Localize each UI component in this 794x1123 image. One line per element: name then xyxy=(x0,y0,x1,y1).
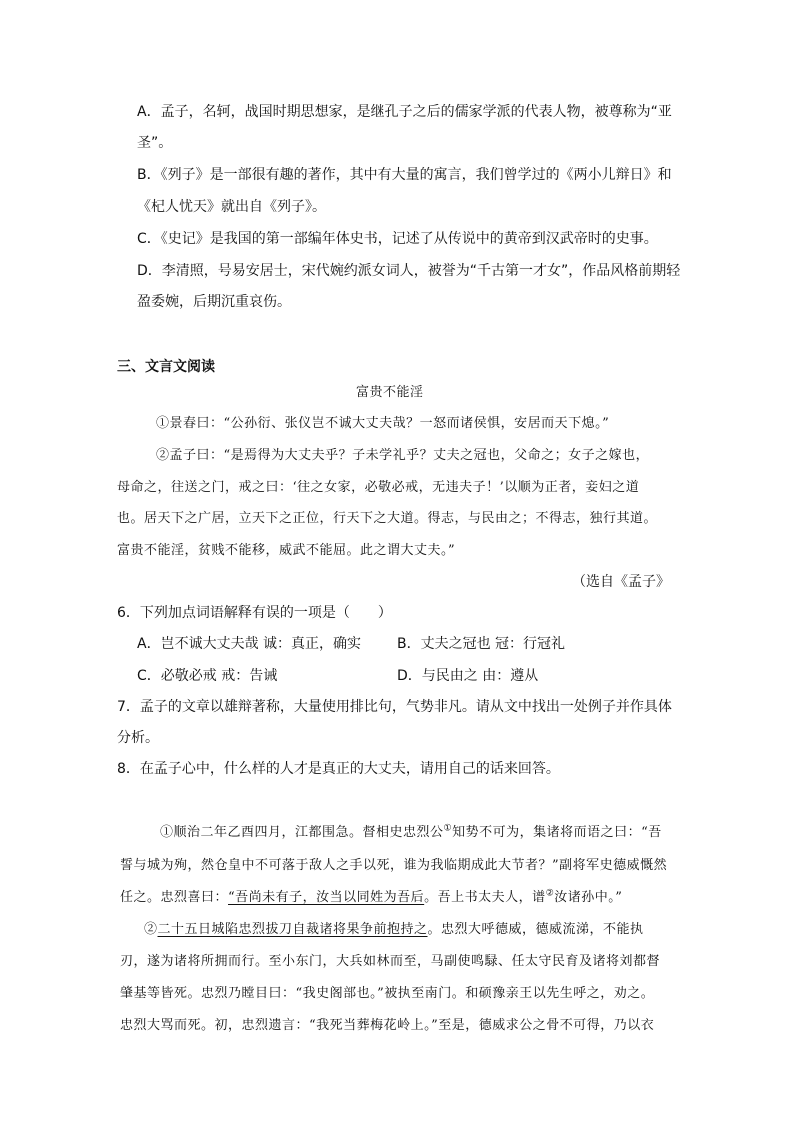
passage2-line-1-text-a: ①顺治二年乙酉四月，江都围急。督相史忠烈公 xyxy=(160,825,444,840)
option-d-line-2: 盈委婉，后期沉重哀伤。 xyxy=(137,294,291,310)
question-6: 6．下列加点词语解释有误的一项是（ ） xyxy=(117,605,392,621)
footnote-marker-1: ① xyxy=(443,823,453,834)
option-a-line-2: 圣”。 xyxy=(137,135,173,151)
passage2-line-1 xyxy=(160,823,662,843)
question-7-line-2: 分析。 xyxy=(117,730,159,746)
footnote-marker-2: ② xyxy=(545,888,555,899)
question-6-option-d: D．与民由之 由：遵从 xyxy=(397,668,539,684)
passage2-line-4-text-a: ② xyxy=(144,922,158,937)
underlined-sentence-2: 二十五日城陷忠烈拔刀自裁诸将果争前抱持之 xyxy=(157,922,428,937)
passage-paragraph-1: ①景春曰：“公孙衍、张仪岂不诚大丈夫哉？一怒而诸侯惧，安居而天下熄。” xyxy=(156,416,610,431)
option-d-line-1: D．李清照，号易安居士，宋代婉约派女词人，被誉为“千古第一才女”，作品风格前期轻 xyxy=(137,263,681,279)
question-8: 8．在孟子心中，什么样的人才是真正的大丈夫，请用自己的话来回答。 xyxy=(117,761,560,777)
option-a-line-1: A．孟子，名轲，战国时期思想家，是继孔子之后的儒家学派的代表人物，被尊称为“亚 xyxy=(137,104,672,120)
option-c-line-1: C．《史记》是我国的第一部编年体史书，记述了从传说中的黄帝到汉武帝时的史事。 xyxy=(137,231,658,247)
passage-paragraph-2-line-3: 也。居天下之广居，立天下之正位，行天下之大道。得志，与民由之；不得志，独行其道。 xyxy=(117,511,658,526)
option-b-line-1: B．《列子》是一部很有趣的著作，其中有大量的寓言，我们曾学过的《两小儿辩日》和 xyxy=(137,167,672,183)
passage2-line-7: 忠烈大骂而死。初，忠烈遗言：“我死当葬梅花岭上。”至是，德威求公之骨不可得，乃以衣 xyxy=(120,1018,655,1033)
passage2-line-3 xyxy=(120,888,622,908)
passage2-line-3-text-c: 汝诸孙中。” xyxy=(554,890,623,905)
passage-paragraph-2-line-1: ②孟子曰：“是焉得为大丈夫乎？子未学礼乎？丈夫之冠也，父命之；女子之嫁也， xyxy=(156,448,650,463)
question-6-option-b: B．丈夫之冠也 冠：行冠礼 xyxy=(397,636,566,652)
option-b-line-2: 《杞人忧天》就出自《列子》。 xyxy=(137,199,326,215)
passage2-line-1-text-b: 知势不可为，集诸将而语之曰：“吾 xyxy=(452,825,662,840)
passage-paragraph-2-line-2: 母命之，往送之门，戒之曰：‘往之女家，必敬必戒，无违夫子！’以顺为正者，妾妇之道 xyxy=(117,480,640,495)
question-7-line-1: 7．孟子的文章以雄辩著称，大量使用排比句，气势非凡。请从文中找出一处例子并作具体 xyxy=(117,699,672,715)
passage2-line-4-text-b: 。忠烈大呼德威，德威流涕，不能执 xyxy=(427,922,644,937)
passage2-line-5: 刃，遂为诸将所拥而行。至小东门，大兵如林而至，马副使鸣騄、任太守民育及诸将刘都督 xyxy=(120,954,661,969)
question-6-option-c: C．必敬必戒 戒：告诫 xyxy=(137,668,278,684)
section-heading: 三、文言文阅读 xyxy=(117,359,215,375)
passage-title: 富贵不能淫 xyxy=(356,385,424,400)
underlined-sentence-1: “吾尚未有子，汝当以同姓为吾后 xyxy=(228,890,425,905)
passage-source: （选自《孟子》 xyxy=(572,574,670,590)
passage2-line-3-text-a: 任之。忠烈喜曰： xyxy=(120,890,229,905)
passage-paragraph-2-line-4: 富贵不能淫，贫贱不能移，威武不能屈。此之谓大丈夫。” xyxy=(117,543,456,558)
passage2-line-3-text-b: 。吾上书太夫人，谱 xyxy=(424,890,546,905)
passage2-line-2: 誓与城为殉，然仓皇中不可落于敌人之手以死，谁为我临期成此大节者？”副将军史德威慨然 xyxy=(120,858,668,873)
passage2-line-6: 肇基等皆死。忠烈乃瞠目曰：“我史阁部也。”被执至南门。和硕豫亲王以先生呼之，劝之。 xyxy=(120,986,655,1001)
passage2-line-4 xyxy=(144,920,644,940)
question-6-option-a: A．岂不诚大丈夫哉 诚：真正，确实 xyxy=(137,636,362,652)
